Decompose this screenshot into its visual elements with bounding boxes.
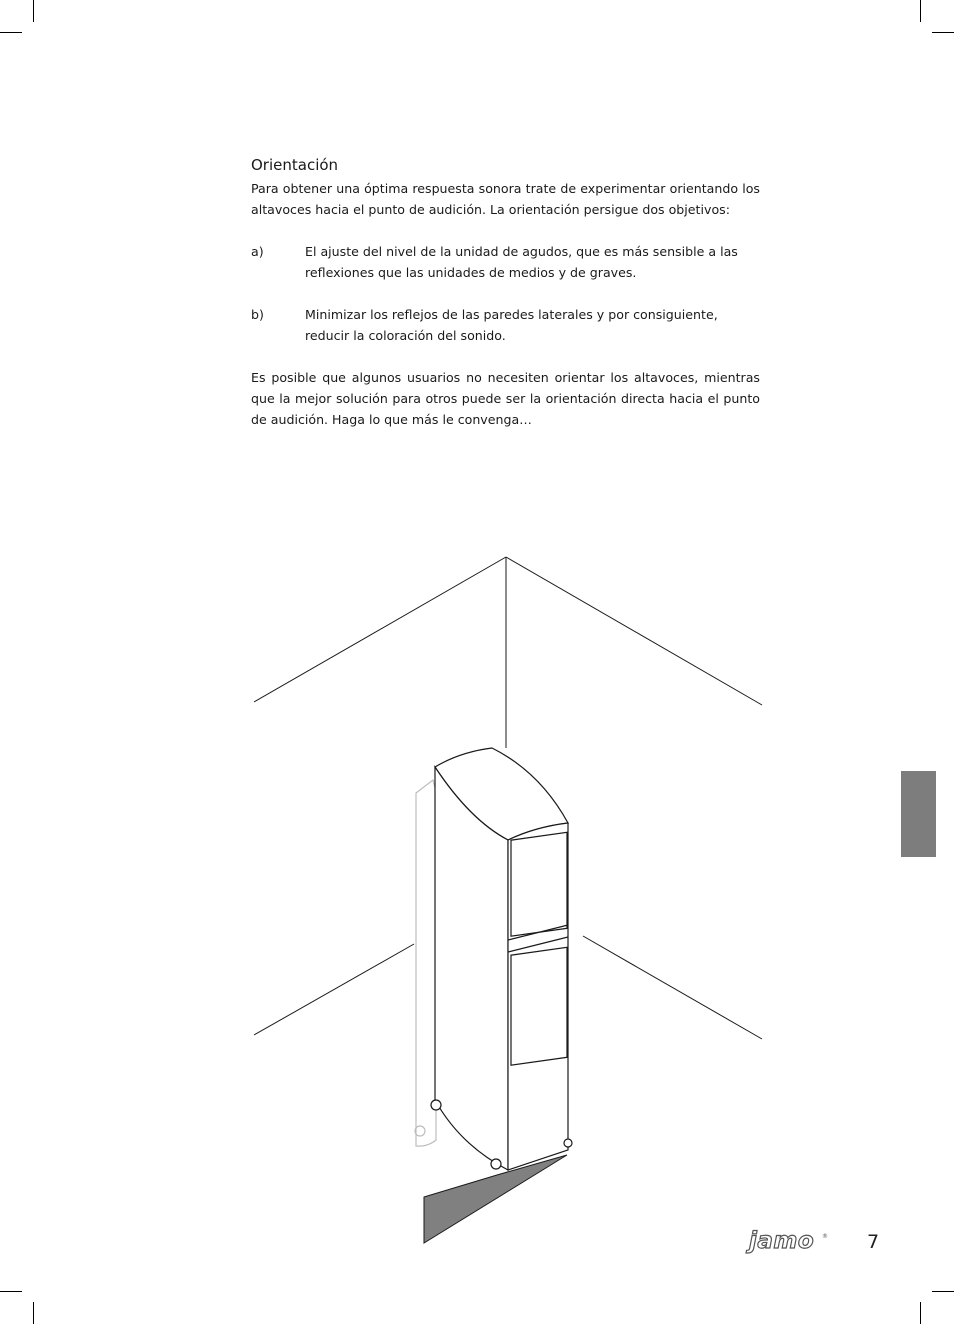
speaker-foot — [491, 1159, 501, 1169]
registered-mark: ® — [822, 1233, 828, 1240]
ghost-speaker-outline — [416, 780, 436, 1146]
wall-line — [254, 557, 506, 702]
list-item-text: El ajuste del nivel de la unidad de agudos, que es más sensible a las reflexiones que las unidades de medios y de graves. — [305, 244, 738, 280]
intro-paragraph: Para obtener una óptima respuesta sonora trate de experimentar orientando los altavoces hacia el punto de audición. La orientación persigue dos objetivos: — [251, 181, 760, 217]
brand-logo: jamo — [749, 1228, 815, 1254]
floor-line — [583, 936, 762, 1039]
speaker-foot — [431, 1100, 441, 1110]
closing-paragraph: Es posible que algunos usuarios no necesiten orientar los altavoces, mientras que la mejor solución para otros puede ser la orientación directa hacia el punto de audición. Haga lo que más le convenga… — [251, 370, 760, 427]
list-item-label: a) — [251, 244, 264, 259]
section-heading: Orientación — [251, 156, 339, 174]
wall-line — [506, 557, 762, 705]
speaker-front — [508, 823, 568, 1170]
list-item-label: b) — [251, 307, 264, 322]
floor-line — [254, 944, 414, 1035]
list-item-text: Minimizar los reflejos de las paredes laterales y por consiguiente, reducir la coloración del sonido. — [305, 307, 718, 343]
speaker-foot — [564, 1139, 572, 1147]
page-number: 7 — [867, 1231, 880, 1253]
